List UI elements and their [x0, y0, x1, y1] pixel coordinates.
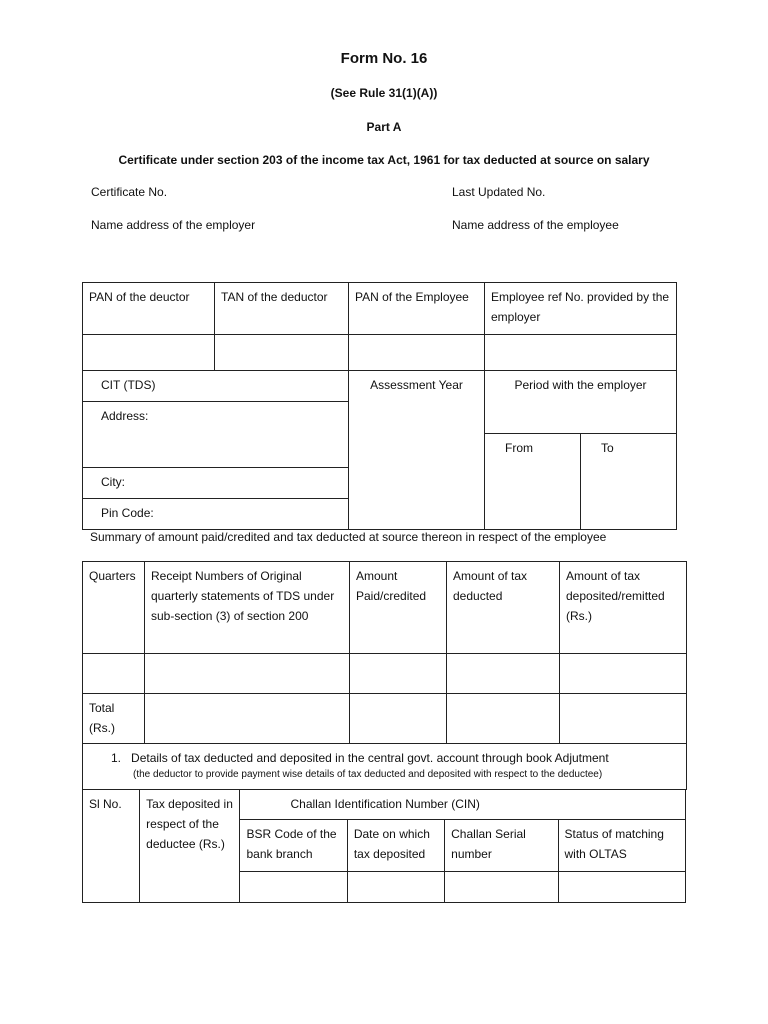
total-tax-deducted[interactable] [447, 694, 560, 744]
tax-deducted-value[interactable] [447, 654, 560, 694]
challan-serial-value[interactable] [445, 872, 558, 903]
challan-serial-header: Challan Serial number [445, 820, 558, 872]
pan-employee-header: PAN of the Employee [349, 283, 485, 335]
oltas-status-header: Status of matching with OLTAS [558, 820, 686, 872]
total-receipt-value[interactable] [145, 694, 350, 744]
section-1-header [83, 744, 687, 790]
certificate-description: Certificate under section 203 of the income tax Act, 1961 for tax deducted at source on salary [118, 153, 650, 167]
assessment-year-cell [349, 371, 485, 530]
cin-header: Challan Identification Number (CIN) [240, 790, 686, 820]
employee-ref-value[interactable] [485, 335, 677, 371]
employer-address-label: Name address of the employer [91, 218, 256, 232]
total-tax-deposited[interactable] [560, 694, 687, 744]
period-to-label: To [581, 434, 677, 530]
total-label: Total (Rs.) [83, 694, 145, 744]
section-1-number: 1. [111, 751, 122, 765]
address-label: Address: [83, 402, 349, 468]
tan-deductor-header: TAN of the deductor [215, 283, 349, 335]
amount-paid-value[interactable] [350, 654, 447, 694]
sl-no-header: Sl No. [83, 790, 140, 903]
oltas-status-value[interactable] [558, 872, 686, 903]
part-label: Part A [366, 120, 402, 134]
bsr-code-value[interactable] [240, 872, 347, 903]
date-deposited-header: Date on which tax deposited [347, 820, 444, 872]
total-amount-paid[interactable] [350, 694, 447, 744]
pin-code-label: Pin Code: [83, 499, 349, 530]
pan-employee-value[interactable] [349, 335, 485, 371]
quarters-value[interactable] [83, 654, 145, 694]
tax-deducted-header: Amount of tax deducted [447, 562, 560, 654]
summary-table [82, 561, 687, 790]
last-updated-no-label: Last Updated No. [452, 185, 546, 199]
period-with-employer-label: Period with the employer [485, 371, 677, 434]
section-1-note: (the deductor to provide payment wise details of tax deducted and deposited with respect to the deductee) [133, 769, 603, 780]
certificate-no-label: Certificate No. [91, 185, 168, 199]
receipt-numbers-header: Receipt Numbers of Original quarterly statements of TDS under sub-section (3) of section 200 [145, 562, 350, 654]
receipt-numbers-value[interactable] [145, 654, 350, 694]
assessment-year-label: Assessment Year [370, 378, 463, 392]
date-deposited-value[interactable] [347, 872, 444, 903]
bsr-code-header: BSR Code of the bank branch [240, 820, 347, 872]
employee-ref-header: Employee ref No. provided by the employer [485, 283, 677, 335]
tax-deposited-header: Amount of tax deposited/remitted (Rs.) [560, 562, 687, 654]
amount-paid-header: Amount Paid/credited [350, 562, 447, 654]
tax-deposited-deductee-header: Tax deposited in respect of the deductee (Rs.) [140, 790, 240, 903]
tax-deposited-value[interactable] [560, 654, 687, 694]
cit-tds-label: CIT (TDS) [83, 371, 349, 402]
challan-table [82, 789, 686, 903]
quarters-header: Quarters [83, 562, 145, 654]
city-label: City: [83, 468, 349, 499]
pan-deductor-header: PAN of the deuctor [83, 283, 215, 335]
pan-deductor-value[interactable] [83, 335, 215, 371]
tan-deductor-value[interactable] [215, 335, 349, 371]
section-1-title: Details of tax deducted and deposited in the central govt. account through book Adjutment [131, 751, 609, 765]
form-title: Form No. 16 [340, 50, 428, 67]
employee-address-label: Name address of the employee [452, 218, 619, 232]
period-from-label: From [485, 434, 581, 530]
summary-heading: Summary of amount paid/credited and tax deducted at source thereon in respect of the employee [90, 530, 607, 544]
rule-reference: (See Rule 31(1)(A)) [330, 86, 438, 100]
deductor-details-table [82, 282, 677, 530]
